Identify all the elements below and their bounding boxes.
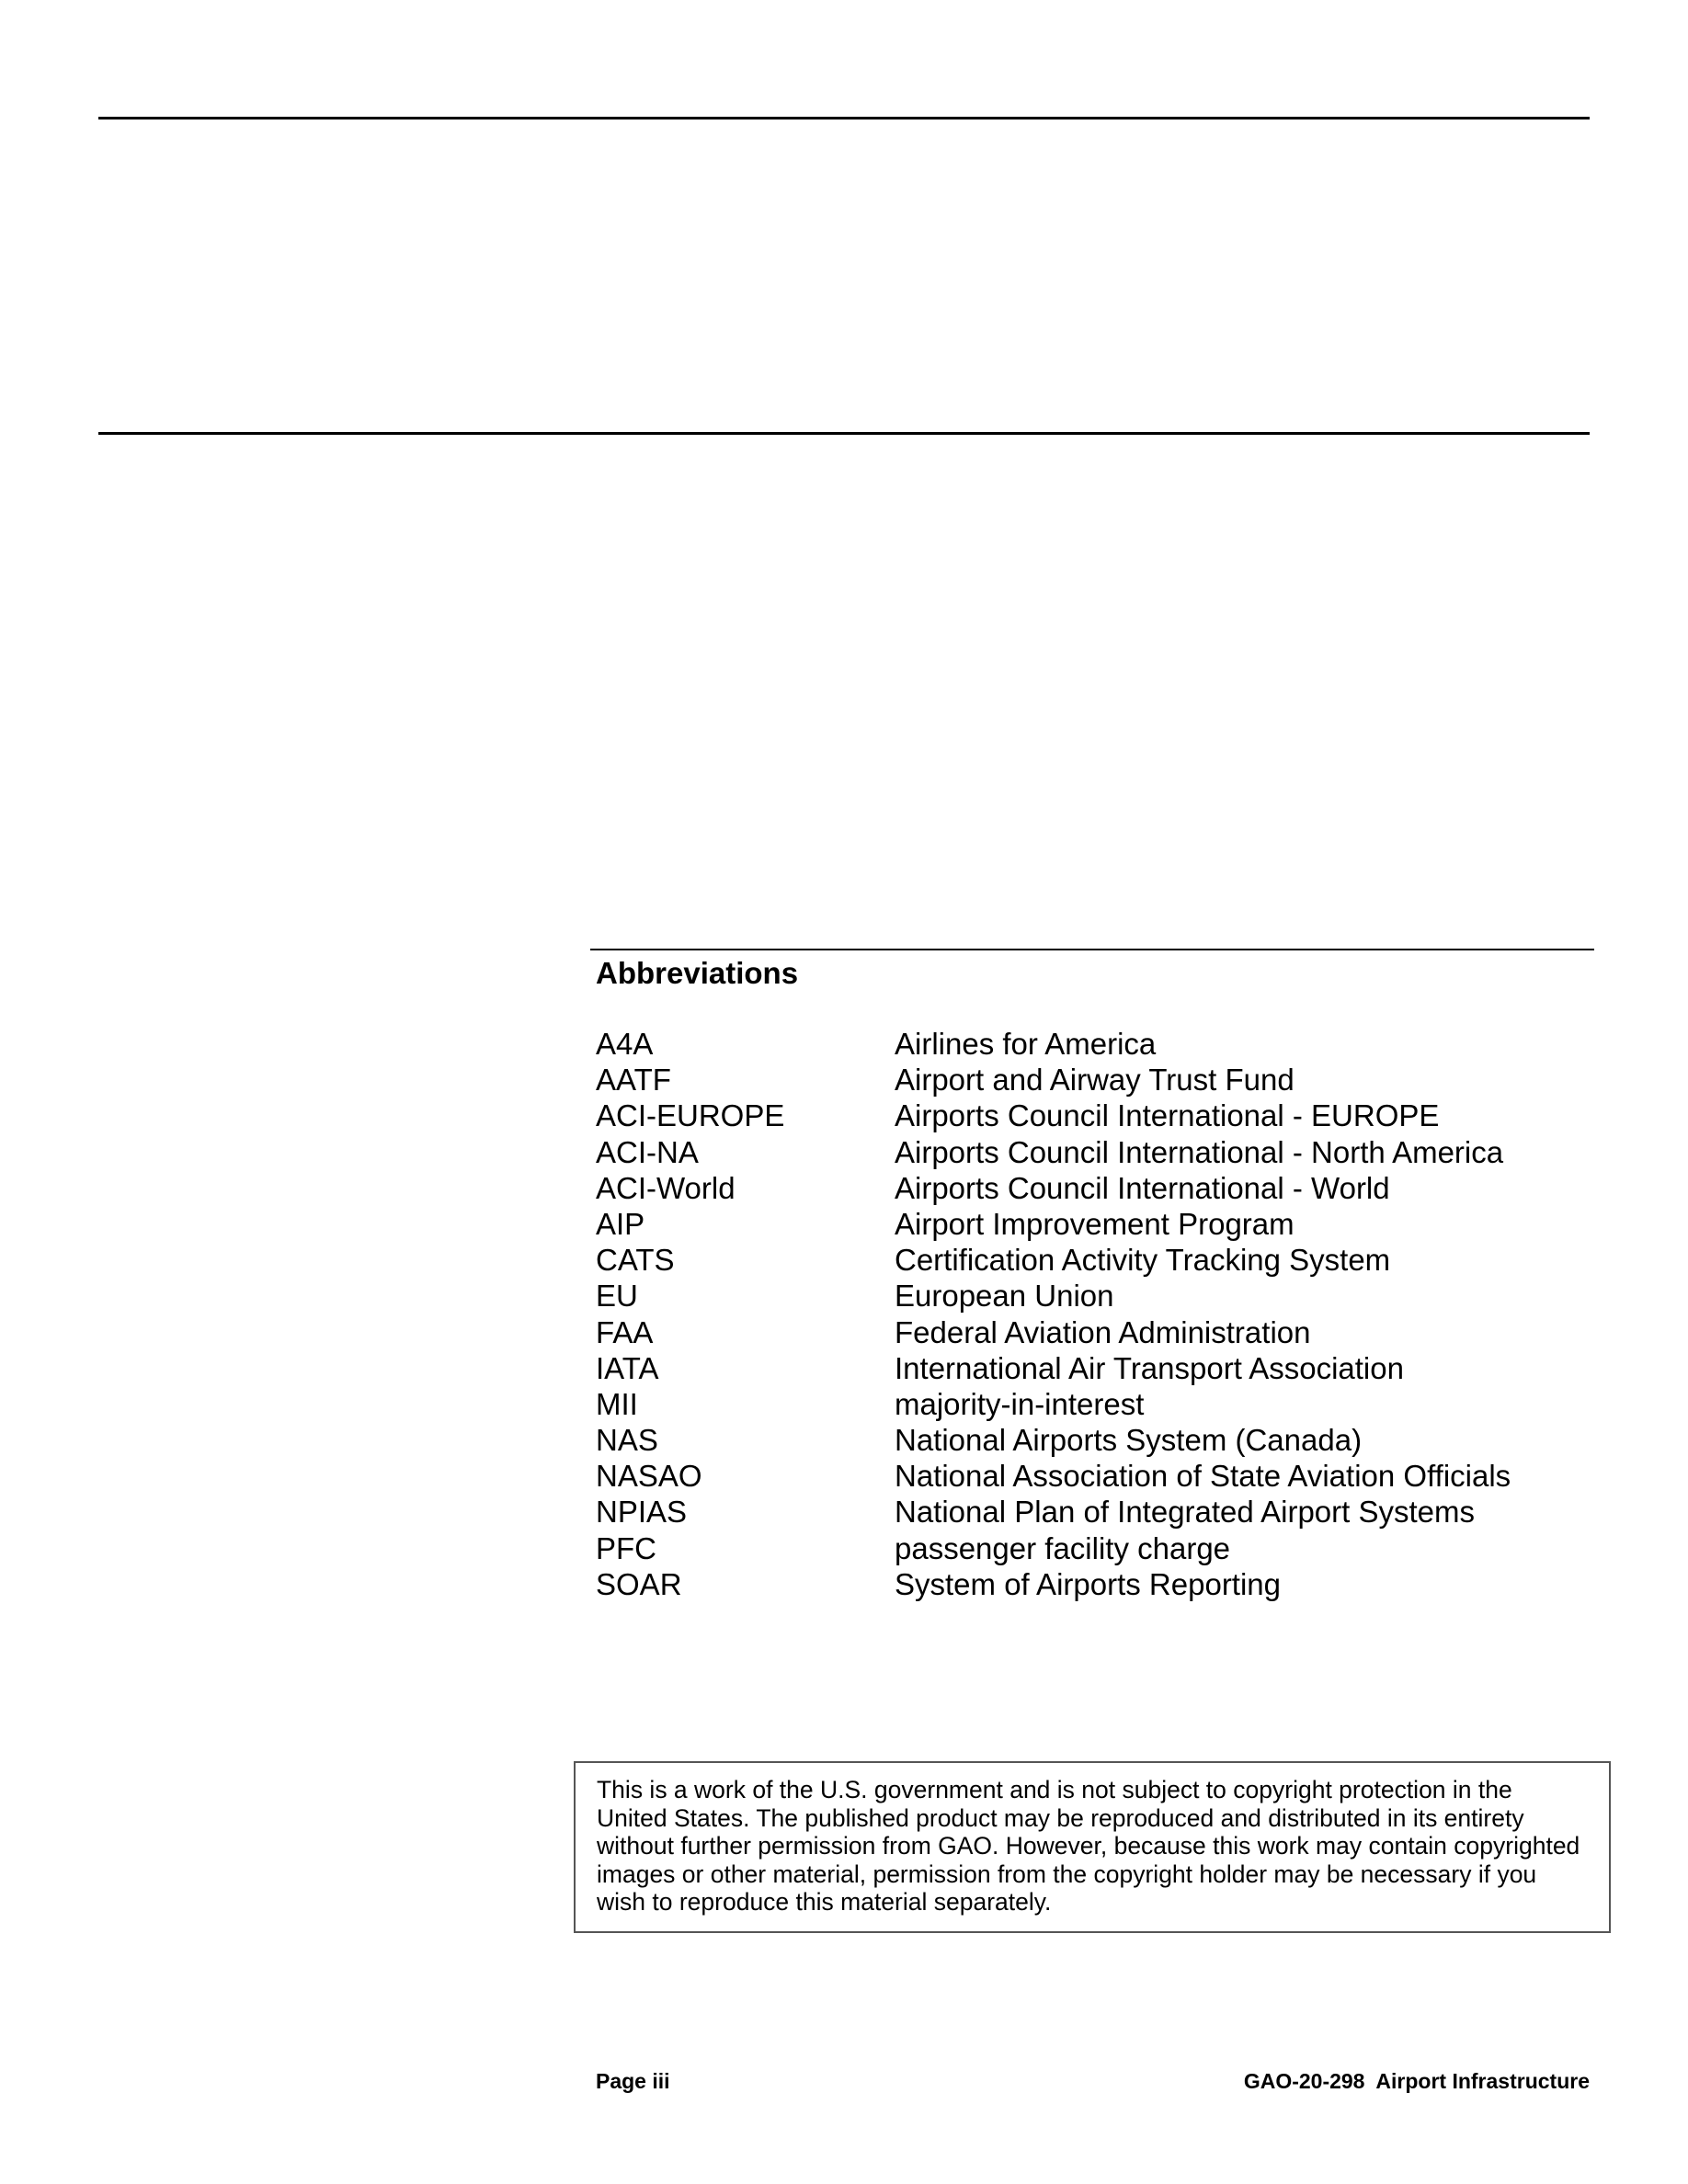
abbreviation-term: CATS	[596, 1243, 675, 1278]
abbreviation-definition: Airports Council International - EUROPE	[895, 1098, 1440, 1133]
second-divider	[98, 432, 1590, 435]
abbreviations-heading: Abbreviations	[596, 956, 799, 990]
abbreviations-divider	[590, 949, 1594, 950]
abbreviation-row	[596, 1422, 1511, 1458]
abbreviation-definition: System of Airports Reporting	[895, 1566, 1282, 1601]
abbreviation-definition: Airport Improvement Program	[895, 1206, 1295, 1241]
abbreviation-term: FAA	[596, 1314, 654, 1349]
abbreviation-definition: Federal Aviation Administration	[895, 1314, 1311, 1349]
abbreviation-row	[596, 1386, 1511, 1422]
abbreviation-term: AIP	[596, 1206, 645, 1241]
abbreviation-row	[596, 1242, 1511, 1278]
abbreviation-definition: Certification Activity Tracking System	[895, 1243, 1391, 1278]
abbreviation-definition: Airport and Airway Trust Fund	[895, 1063, 1295, 1098]
abbreviation-term: SOAR	[596, 1566, 682, 1601]
abbreviation-row	[596, 1062, 1511, 1098]
abbreviation-term: A4A	[596, 1027, 654, 1061]
abbreviation-definition: National Plan of Integrated Airport Systems	[895, 1495, 1475, 1530]
abbreviation-definition: majority-in-interest	[895, 1386, 1145, 1421]
abbreviation-row	[596, 1098, 1511, 1133]
abbreviation-definition: Airports Council International - North America	[895, 1134, 1504, 1169]
abbreviation-definition: National Airports System (Canada)	[895, 1423, 1363, 1458]
abbreviation-row	[596, 1566, 1511, 1602]
abbreviation-row	[596, 1350, 1511, 1386]
abbreviation-term: ACI-EUROPE	[596, 1098, 785, 1133]
abbreviation-definition: Airlines for America	[895, 1027, 1157, 1061]
abbreviation-row	[596, 1458, 1511, 1494]
abbreviation-term: NASAO	[596, 1459, 702, 1494]
report-title: GAO-20-298 Airport Infrastructure	[1243, 2069, 1590, 2093]
abbreviation-row	[596, 1206, 1511, 1242]
abbreviation-definition: International Air Transport Association	[895, 1350, 1404, 1385]
copyright-notice: This is a work of the U.S. government and is not subject to copyright protection in the United States. The published product may be reproduced and distributed in its entirety without further permission from GAO. However, because this work may contain copyrighted images or other material, permission from the copyright holder may be necessary if you wish to reproduce this material separately.	[574, 1761, 1611, 1933]
abbreviation-row	[596, 1494, 1511, 1530]
abbreviation-term: NAS	[596, 1423, 658, 1458]
abbreviation-term: ACI-NA	[596, 1134, 699, 1169]
top-divider	[98, 117, 1590, 119]
abbreviation-definition: European Union	[895, 1279, 1114, 1314]
abbreviation-term: EU	[596, 1279, 638, 1314]
abbreviation-row	[596, 1530, 1511, 1566]
abbreviation-term: ACI-World	[596, 1170, 736, 1205]
abbreviation-term: NPIAS	[596, 1495, 688, 1530]
page-number: Page iii	[596, 2069, 670, 2093]
abbreviation-row	[596, 1314, 1511, 1350]
abbreviation-term: IATA	[596, 1350, 659, 1385]
abbreviation-definition: National Association of State Aviation Officials	[895, 1459, 1511, 1494]
abbreviation-row	[596, 1278, 1511, 1314]
abbreviation-term: PFC	[596, 1530, 656, 1565]
abbreviation-row	[596, 1026, 1511, 1062]
abbreviations-list	[596, 1026, 1511, 1602]
abbreviation-term: MII	[596, 1386, 638, 1421]
abbreviation-row	[596, 1170, 1511, 1206]
abbreviation-row	[596, 1134, 1511, 1170]
abbreviation-definition: Airports Council International - World	[895, 1170, 1390, 1205]
abbreviation-definition: passenger facility charge	[895, 1530, 1231, 1565]
abbreviation-term: AATF	[596, 1063, 671, 1098]
